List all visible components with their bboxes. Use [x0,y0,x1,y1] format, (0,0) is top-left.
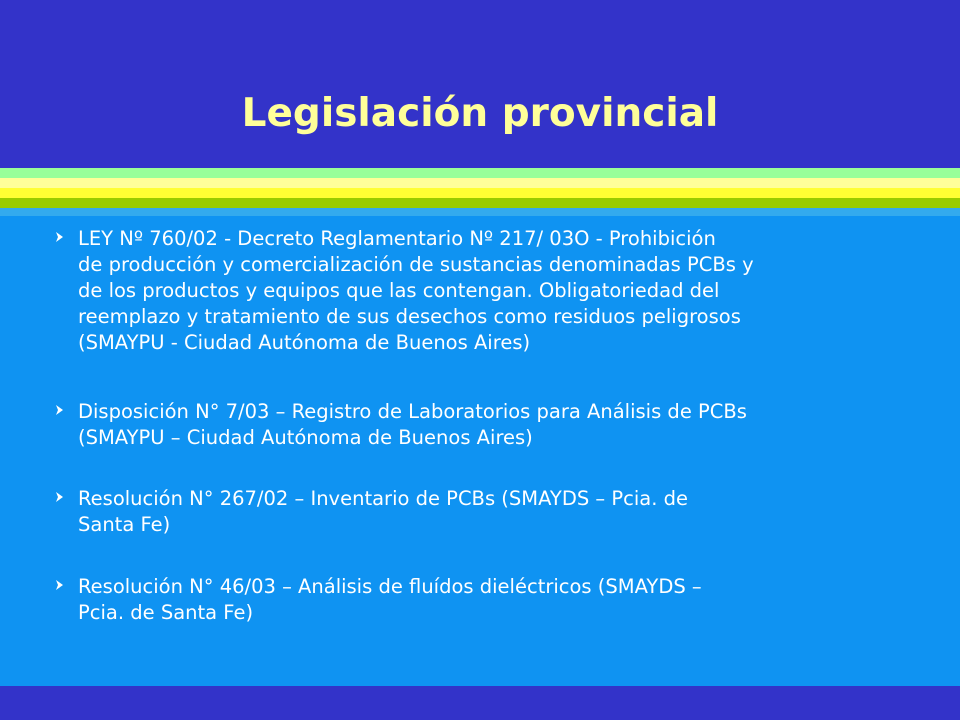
chevron-right-icon [53,578,67,592]
bullet-text: LEY Nº 760/02 - Decreto Reglamentario Nº 217/ 03O - Prohibición de producción y comercialización de sustancias denominadas PCBs y de los productos y equipos que las contengan. Obligatoriedad del reemplazo y tratamiento de sus desechos como residuos peligrosos (SMAYPU - Ciudad Autónoma de Buenos Aires) [78,227,754,354]
slide-title: Legislación provincial [241,91,719,136]
bullet-text: Resolución N° 267/02 – Inventario de PCBs (SMAYDS – Pcia. de Santa Fe) [78,487,689,536]
chevron-right-icon [53,230,67,244]
bullet-text: Disposición N° 7/03 – Registro de Laboratorios para Análisis de PCBs (SMAYPU – Ciudad Autónoma de Buenos Aires) [78,400,747,449]
footer-band [0,686,960,720]
chevron-right-icon [53,403,67,417]
chevron-right-icon [53,490,67,504]
bullet-text: Resolución N° 46/03 – Análisis de fluídos dieléctricos (SMAYDS – Pcia. de Santa Fe) [78,575,702,624]
